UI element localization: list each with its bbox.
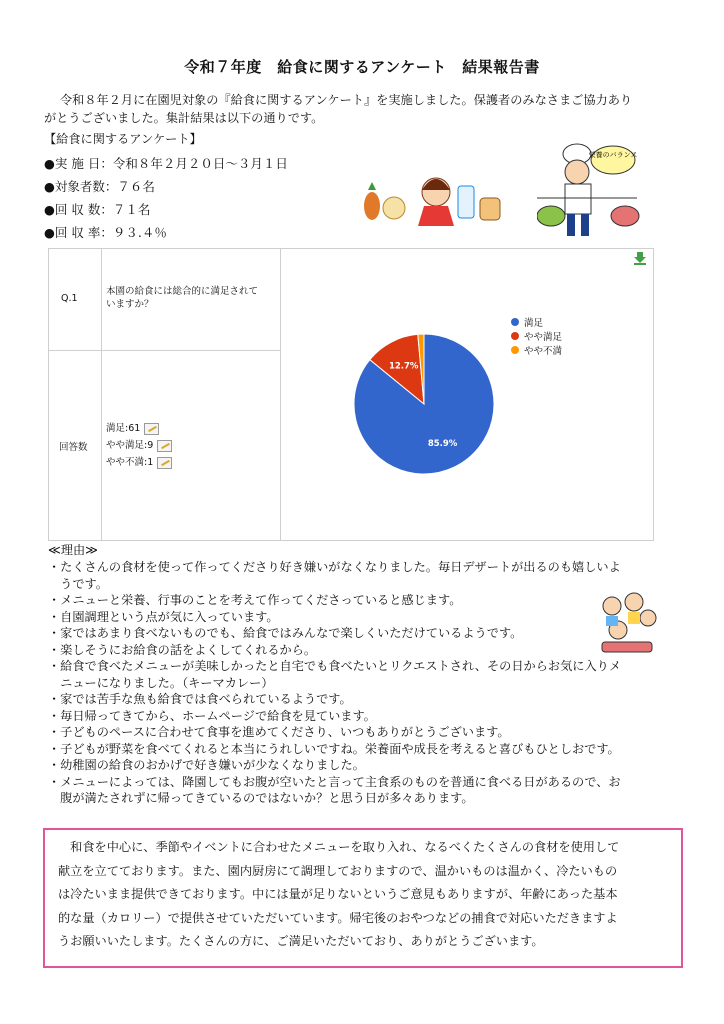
answer-count-somewhat-satisfied: やや満足:9 (106, 439, 172, 452)
intro-line-1: 令和８年２月に在園児対象の『給食に関するアンケート』を実施しました。保護者のみなさまご協力あり (60, 93, 633, 107)
reason-line: ・たくさんの食材を使って作ってくださり好き嫌いがなくなりました。毎日デザートが出るのも嬉しいよ (48, 560, 621, 574)
reason-line: ・自園調理という点が気に入っています。 (48, 609, 279, 624)
reason-line: ・子どもが野菜を食べてくれると本当にうれしいですね。栄養面や成長を考えると喜びもひとしおです。 (48, 741, 620, 756)
edit-icon[interactable] (144, 423, 159, 435)
answer-count-label: 回答数 (59, 442, 88, 453)
reason-line: うです。 (48, 576, 108, 591)
reason-line: ・毎日帰ってきてから、ホームページで給食を見ています。 (48, 708, 376, 723)
chef-illustration (537, 140, 647, 240)
question-text-2: いますか？ (106, 299, 154, 310)
reason-line: ニューになりました。（キーマカレー） (48, 675, 274, 690)
edit-icon[interactable] (157, 440, 172, 452)
intro-line-2: がとうございました。集計結果は以下の通りです。 (44, 111, 324, 125)
bread-icon (480, 198, 500, 220)
reason-line: 腹が満たされずに帰ってきているのではないか？と思う日が多々あります。 (48, 791, 474, 805)
legend-item: 満足 (511, 315, 562, 329)
response-line: は冷たいまま提供できております。中には量が足りないというご意見もありますが、年齢にあった基本 (58, 887, 618, 901)
reason-line: ・楽しそうにお給食の話をよくしてくれるから。 (48, 642, 317, 657)
edit-icon[interactable] (157, 457, 172, 469)
info-date: ●実 施 日：令和８年２月２０日～３月１日 (44, 156, 288, 171)
children-eating-illustration (598, 592, 658, 662)
info-target: ●対象者数：７６名 (44, 179, 155, 194)
answer-count-somewhat-dissatisfied: やや不満:1 (106, 456, 172, 469)
reason-line: ・メニューと栄養、行事のことを考えて作ってくださっていると感じます。 (48, 593, 462, 607)
pie-label-1: 12.7% (388, 361, 419, 372)
kids-food-illustration (358, 168, 518, 230)
legend-item: やや満足 (511, 329, 562, 343)
response-line: 和食を中心に、季節やイベントに合わせたメニューを取り入れ、なるべくたくさんの食材を使用して (58, 840, 620, 854)
response-line: うお願いいたします。たくさんの方に、ご満足いただいており、ありがとうございます。 (58, 934, 544, 948)
reason-line: ・家では苦手な魚も給食では食べられているようです。 (48, 692, 352, 706)
chart-legend (511, 315, 562, 357)
response-line: 献立を立てております。また、園内厨房にて調理しておりますので、温かいものは温かく、冷たいもの (58, 863, 618, 878)
legend-dot-0 (511, 318, 519, 326)
response-line: 的な量（カロリー）で提供させていただいています。帰宅後のおやつなどの捕食で対応いただきますよ (58, 910, 618, 925)
reason-line: ・メニューによっては、降園してもお腹が空いたと言って主食系のものを普通に食べる日があるので、お (48, 774, 621, 789)
legend-dot-1 (511, 332, 519, 340)
reasons-header: ≪理由≫ (48, 543, 98, 557)
pie-chart (349, 329, 499, 479)
answer-count-satisfied: 満足:61 (106, 422, 159, 435)
legend-item: やや不満 (511, 343, 562, 357)
reason-line: ・家ではあまり食べないものでも、給食ではみんなで楽しくいただけているようです。 (48, 626, 523, 640)
question-text-1: 本園の給食には総合的に満足されて (106, 286, 259, 297)
legend-dot-2 (511, 346, 519, 354)
download-icon[interactable] (633, 251, 647, 265)
info-rate: ●回 収 率：９３.４％ (44, 225, 167, 240)
info-collected: ●回 収 数：７１名 (44, 202, 151, 217)
survey-header: 【給食に関するアンケート】 (44, 132, 202, 146)
reason-line: ・幼稚園の給食のおかげで好き嫌いが少なくなりました。 (48, 758, 365, 772)
carrot-icon (364, 192, 380, 220)
survey-result-table (48, 248, 654, 541)
reason-line: ・子どものペースに合わせて食事を進めてくださり、いつもありがとうございます。 (48, 725, 510, 739)
question-number: Q.1 (61, 293, 78, 304)
milk-icon (458, 186, 474, 218)
svg-text:栄養のバランス: 栄養のバランス (588, 151, 638, 159)
page-title: 令和７年度 給食に関するアンケート 結果報告書 (184, 58, 540, 76)
reason-line: ・給食で食べたメニューが美味しかったと自宅でも食べたいとリクエストされ、その日からお気に入りメ (48, 659, 622, 673)
pie-label-0: 85.9% (427, 439, 458, 450)
